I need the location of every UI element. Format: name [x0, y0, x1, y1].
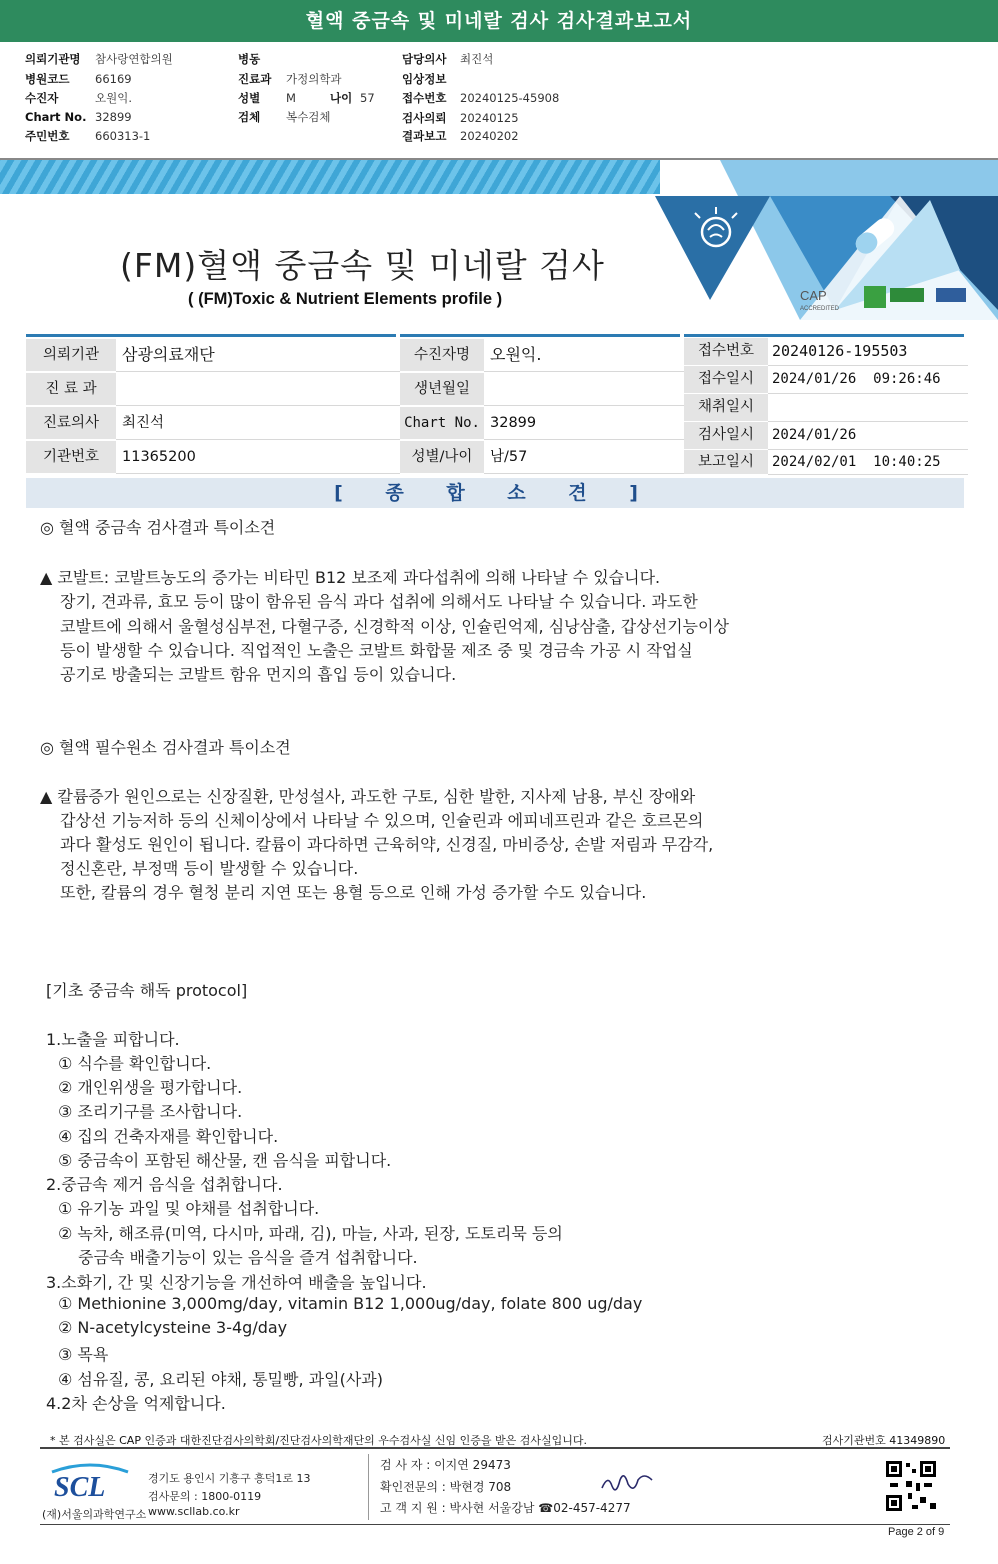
- qr-code: [884, 1459, 938, 1513]
- value-birthdate: [484, 373, 686, 406]
- table-top-line: [684, 334, 964, 337]
- label-test-datetime: 검사일시: [684, 422, 768, 450]
- value-chart-no: 32899: [484, 407, 686, 440]
- potassium-finding-line: 정신혼란, 부정맥 등이 발생할 수 있습니다.: [60, 859, 359, 878]
- value-sex-age: 남/57: [484, 441, 686, 474]
- cobalt-finding-line: 장기, 견과류, 효모 등이 많이 함유된 음식 과다 섭취에 의해서도 나타날 수 있습니다. 과도한: [60, 592, 698, 611]
- cobalt-finding-line: 등이 발생할 수 있습니다. 직업적인 노출은 코발트 화합물 제조 중 및 경금속 가공 시 작업실: [60, 641, 693, 660]
- footer-divider: [40, 1447, 950, 1449]
- info-ward: 병동: [238, 52, 261, 66]
- protocol-step: 2.중금속 제거 음식을 섭취합니다.: [46, 1175, 283, 1194]
- info-specimen: 검체 복수검체: [238, 110, 331, 124]
- info-clinical: 임상정보: [402, 72, 447, 86]
- label-sex-age: 성별/나이: [400, 441, 484, 474]
- protocol-step: 1.노출을 피합니다.: [46, 1030, 180, 1049]
- tester: 검 사 자 : 이지연 29473: [380, 1458, 511, 1472]
- value-receipt-no: 20240126-195503: [768, 338, 968, 366]
- info-hospital-name: 의뢰기관명 참사랑연합의원: [25, 52, 173, 66]
- page-number: Page 2 of 9: [888, 1526, 945, 1538]
- protocol-step: 3.소화기, 간 및 신장기능을 개선하여 배출을 높입니다.: [46, 1273, 427, 1292]
- info-report-date: 결과보고 20240202: [402, 129, 519, 143]
- info-hospital-code: 병원코드 66169: [25, 72, 132, 86]
- protocol-substep: 중금속 배출기능이 있는 음식을 즐겨 섭취합니다.: [78, 1248, 418, 1267]
- label-receipt-no: 접수번호: [684, 338, 768, 366]
- info-chart-no: Chart No. 32899: [25, 110, 132, 124]
- lab-address: 경기도 용인시 기흥구 흥덕1로 13: [148, 1472, 311, 1485]
- banner-subtitle: ( (FM)Toxic & Nutrient Elements profile ): [188, 290, 503, 308]
- protocol-substep: ③ 목욕: [58, 1345, 109, 1364]
- section-heavy-metal-findings: ◎ 혈액 중금속 검사결과 특이소견: [40, 518, 276, 537]
- table-top-line: [400, 334, 680, 337]
- summary-heading: [ 종 합 소 견 ]: [26, 478, 964, 508]
- value-institution-no: 11365200: [116, 441, 402, 474]
- banner-title: (FM)혈액 중금속 및 미네랄 검사: [120, 246, 605, 285]
- label-birthdate: 생년월일: [400, 373, 484, 406]
- info-doctor: 담당의사 최진석: [402, 52, 494, 66]
- protocol-substep: ③ 조리기구를 조사합니다.: [58, 1102, 243, 1121]
- protocol-substep: ② 녹차, 해조류(미역, 다시마, 파래, 김), 마늘, 사과, 된장, 도토리묵 등의: [58, 1224, 563, 1243]
- cobalt-finding-line: ▲ 코발트: 코발트농도의 증가는 비타민 B12 보조제 과다섭취에 의해 나타날 수 있습니다.: [40, 568, 661, 587]
- potassium-finding-line: 과다 활성도 원인이 됩니다. 칼륨이 과다하면 근육허약, 신경질, 마비증상, 손발 저림과 무감각,: [60, 835, 714, 854]
- potassium-finding-line: 갑상선 기능저하 등의 신체이상에서 나타날 수 있으며, 인슐린과 에피네프린과 같은 호르몬의: [60, 811, 704, 830]
- info-request-date: 검사의뢰 20240125: [402, 111, 519, 125]
- protocol-substep: ⑤ 중금속이 포함된 해산물, 캔 음식을 피합니다.: [58, 1151, 392, 1170]
- report-title: 혈액 중금속 및 미네랄 검사 검사결과보고서: [0, 0, 998, 42]
- info-department: 진료과 가정의학과: [238, 72, 342, 86]
- info-patient: 수진자 오원익.: [25, 91, 132, 105]
- protocol-substep: ④ 집의 건축자재를 확인합니다.: [58, 1127, 279, 1146]
- value-physician: 최진석: [116, 407, 402, 440]
- protocol-substep: ④ 섬유질, 콩, 요리된 야채, 통밀빵, 과일(사과): [58, 1370, 383, 1389]
- protocol-substep: ① 식수를 확인합니다.: [58, 1054, 212, 1073]
- value-report-datetime: 2024/02/01 10:40:25: [768, 450, 968, 475]
- label-physician: 진료의사: [26, 407, 116, 440]
- potassium-finding-line: 또한, 칼륨의 경우 혈청 분리 지연 또는 용혈 등으로 인해 가성 증가할 수도 있습니다.: [60, 883, 647, 902]
- cobalt-finding-line: 코발트에 의해서 울혈성심부전, 다혈구증, 신경학적 이상, 인슐린억제, 심낭삼출, 갑상선기능이상: [60, 617, 729, 636]
- section-essential-element-findings: ◎ 혈액 필수원소 검사결과 특이소견: [40, 738, 291, 757]
- value-receipt-datetime: 2024/01/26 09:26:46: [768, 366, 968, 394]
- ema-logo: [890, 288, 924, 302]
- protocol-heading: [기초 중금속 해독 protocol]: [46, 981, 248, 1000]
- confirming-specialist: 확인전문의 : 박현경 708: [380, 1480, 512, 1494]
- lab-name: (재)서울의과학연구소: [42, 1508, 147, 1521]
- protocol-substep: ② N-acetylcysteine 3-4g/day: [58, 1318, 288, 1337]
- value-test-datetime: 2024/01/26: [768, 422, 968, 450]
- lm-logo: [864, 286, 886, 308]
- label-chart-no: Chart No.: [400, 407, 484, 440]
- value-patient-name: 오원익.: [484, 339, 686, 372]
- label-patient-name: 수진자명: [400, 339, 484, 372]
- institution-code: 검사기관번호 41349890: [822, 1434, 946, 1447]
- lab-website[interactable]: www.scllab.co.kr: [148, 1505, 240, 1518]
- scl-logo: [50, 1462, 130, 1500]
- info-age: 나이 57: [330, 91, 375, 105]
- label-requesting-institution: 의뢰기관: [26, 339, 116, 372]
- label-receipt-datetime: 접수일시: [684, 366, 768, 394]
- info-receipt-no: 접수번호 20240125-45908: [402, 91, 560, 105]
- cap-caption: ACCREDITED: [800, 306, 840, 312]
- certification-note: * 본 검사실은 CAP 인증과 대한진단검사의학회/진단검사의학재단의 우수검사실 신임 인증을 받은 검사실입니다.: [50, 1434, 588, 1447]
- request-info: [0, 42, 998, 160]
- label-institution-no: 기관번호: [26, 441, 116, 474]
- banner-graphic: [600, 160, 998, 320]
- label-department: 진 료 과: [26, 373, 116, 406]
- potassium-finding-line: ▲ 칼륨증가 원인으로는 신장질환, 만성설사, 과도한 구토, 심한 발한, 지사제 남용, 부신 장애와: [40, 787, 696, 806]
- label-report-datetime: 보고일시: [684, 450, 768, 475]
- info-resident-no: 주민번호 660313-1: [25, 129, 151, 143]
- value-collection-datetime: [768, 394, 968, 422]
- footer-bottom-line: [40, 1524, 950, 1525]
- cap-logo: CAP: [800, 288, 827, 303]
- svg-text:SCL: SCL: [54, 1472, 106, 1500]
- info-sex: 성별 M: [238, 91, 296, 105]
- footer-separator: [368, 1454, 369, 1520]
- protocol-step: 4.2차 손상을 억제합니다.: [46, 1394, 226, 1413]
- value-requesting-institution: 삼광의료재단: [116, 339, 402, 372]
- customer-support: 고 객 지 원 : 박사현 서울강남 ☎02-457-4277: [380, 1501, 631, 1515]
- signature: [598, 1470, 658, 1496]
- protocol-substep: ① 유기농 과일 및 야채를 섭취합니다.: [58, 1199, 320, 1218]
- protocol-substep: ② 개인위생을 평가합니다.: [58, 1078, 243, 1097]
- label-collection-datetime: 채취일시: [684, 394, 768, 422]
- amab-logo: [936, 288, 966, 302]
- lab-phone: 검사문의 : 1800-0119: [148, 1490, 262, 1503]
- banner-stripes: [0, 160, 660, 194]
- protocol-substep: ① Methionine 3,000mg/day, vitamin B12 1,000ug/day, folate 800 ug/day: [58, 1294, 643, 1313]
- table-top-line: [26, 334, 396, 337]
- cobalt-finding-line: 공기로 방출되는 코발트 함유 먼지의 흡입 등이 있습니다.: [60, 665, 457, 684]
- value-department: [116, 373, 402, 406]
